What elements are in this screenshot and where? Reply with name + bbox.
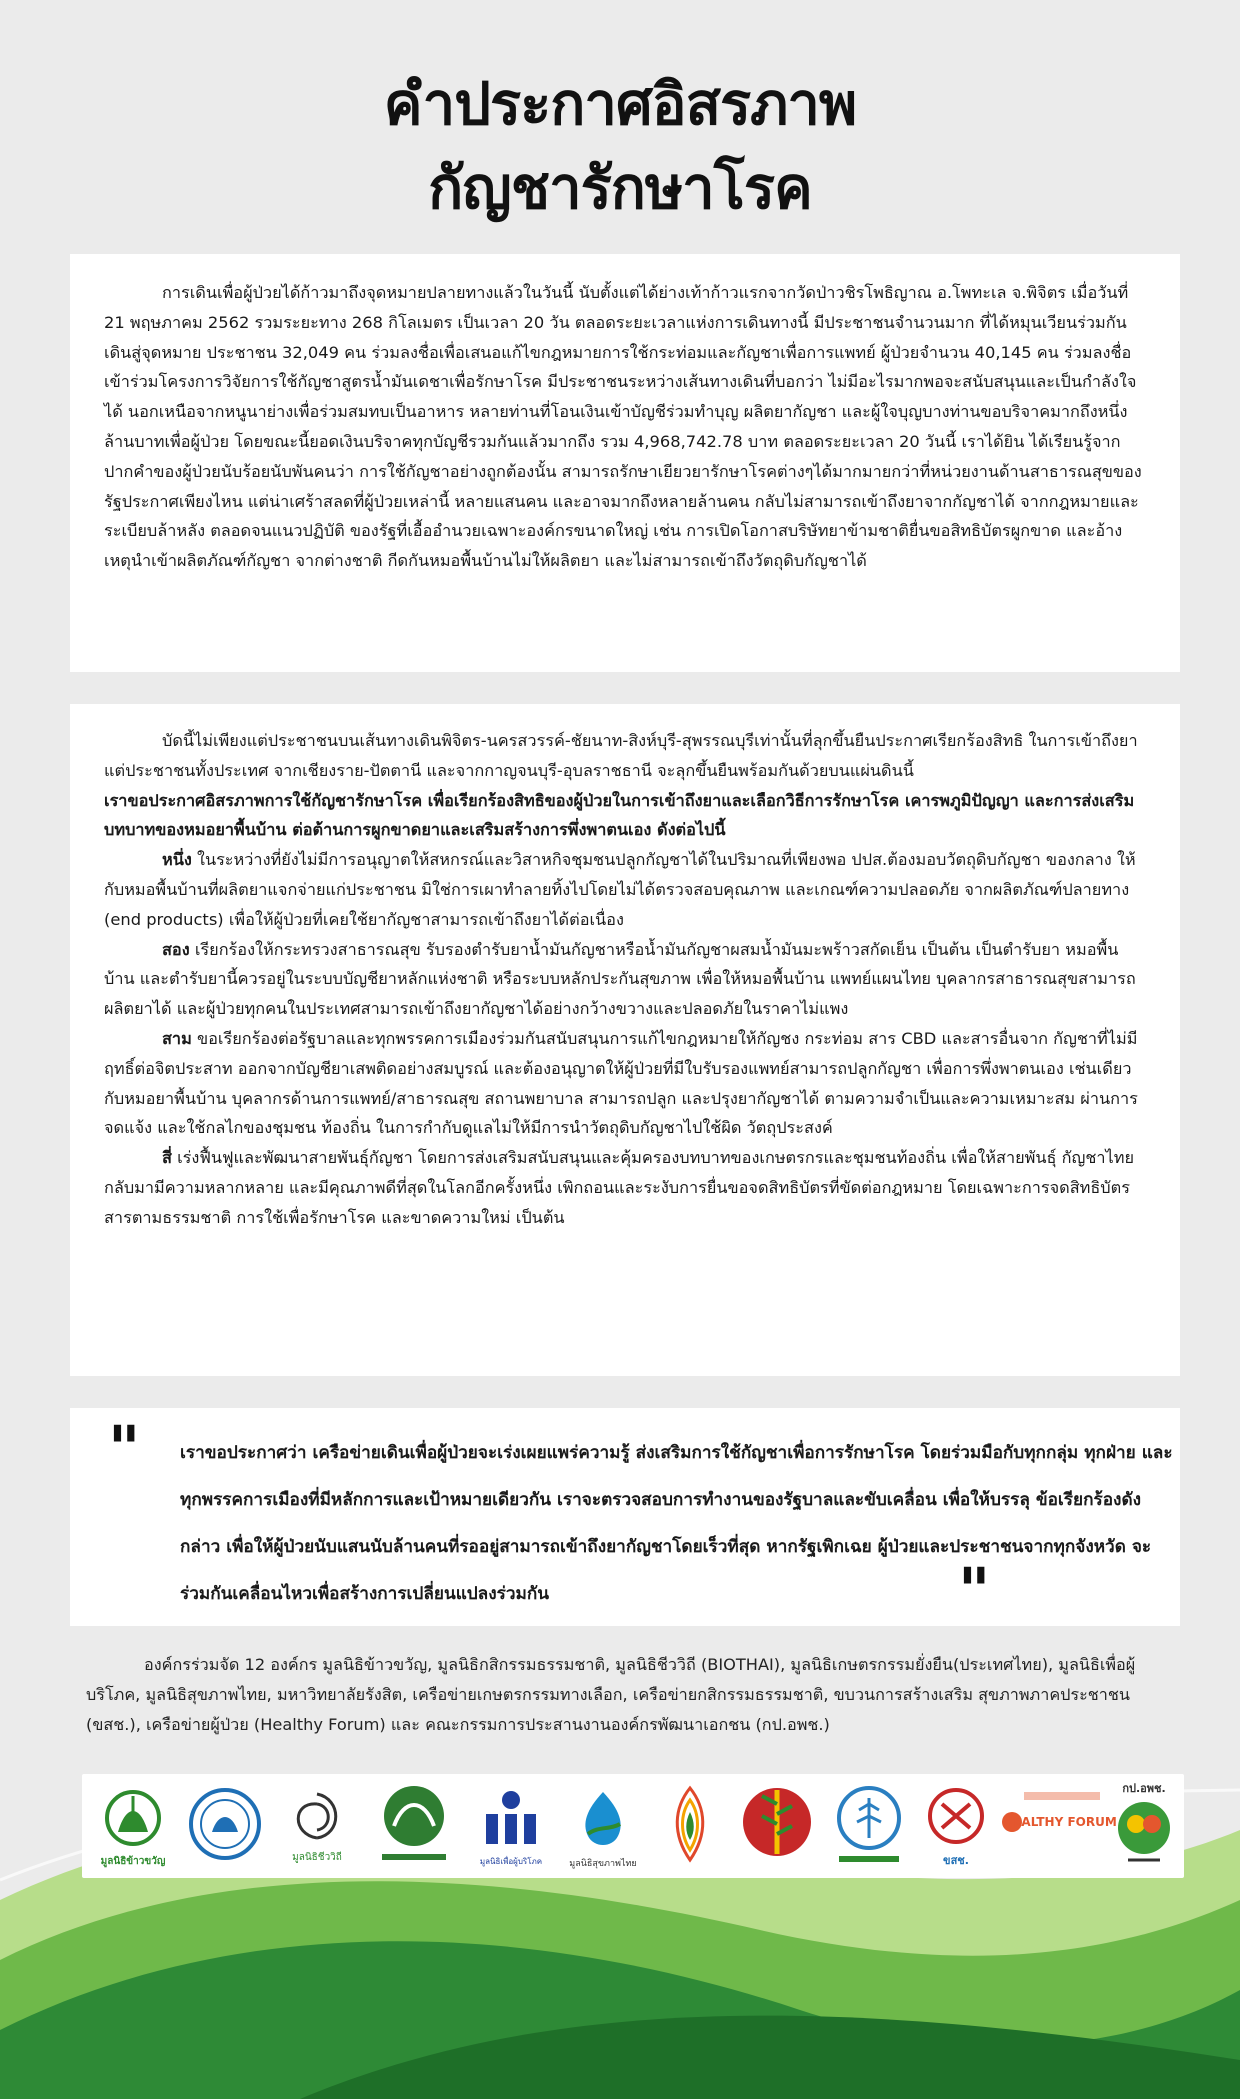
declaration-item: [70, 935, 1180, 1024]
healthy-forum-logo-icon: [998, 1774, 1117, 1878]
declaration-panel: [70, 704, 1180, 1376]
thai-health-logo-icon: [558, 1774, 648, 1878]
open-quote-mark: ": [108, 1412, 141, 1485]
logo-label: กป.อพช.: [1122, 1782, 1166, 1795]
logo-strip: [82, 1774, 1184, 1878]
declaration-item: [70, 1024, 1180, 1143]
logo-label: HEALTHY FORUM: [1003, 1815, 1117, 1829]
logo-label: มูลนิธิข้าวขวัญ: [100, 1856, 166, 1867]
natural-farming-network-logo-icon: [824, 1774, 914, 1878]
organizers-list: องค์กรร่วมจัด 12 องค์กร มูลนิธิข้าวขวัญ, มูลนิธิกสิกรรมธรรมชาติ, มูลนิธิชีววิถี (BIOTHAI), มูลนิธิเกษตรกรรมยั่งยืน(ประเทศไทย), มูลนิธิเพื่อผู้บริโภค, มูลนิธิสุขภาพไทย, มหาวิทยาลัยรังสิต, เครือข่ายเกษตรกรรมทางเลือก, เครือข่ายกสิกรรมธรรมชาติ, ขบวนการสร้างเสริม สุขภาพภาคประชาชน (ขสช.), เครือข่ายผู้ป่วย (Healthy Forum) และ คณะกรรมการประสานงานองค์กรพัฒนาเอกชน (กป.อพช.): [86, 1655, 1136, 1734]
alternative-agriculture-logo-icon: [732, 1774, 822, 1878]
item-text: ขอเรียกร้องต่อรัฐบาลและทุกพรรคการเมืองร่วมกันสนับสนุนการแก้ไขกฎหมายให้กัญชง กระท่อม สาร CBD และสารอื่นจาก กัญชาที่ไม่มีฤทธิ์ต่อจิตประสาท ออกจากบัญชียาเสพติดอย่างสมบูรณ์ และต้องอนุญาตให้ผู้ป่วยที่มีใบรับรองแพทย์สามารถปลูกกัญชา เพื่อการพึ่งพาตนเอง เช่นเดียวกับหมอยาพื้นบ้าน บุคลากรด้านการแพทย์/สาธารณสุข สถานพยาบาล สามารถปลูก และปรุงยากัญชาได้ ตามความจำเป็นและความเหมาะสม ผ่านการจดแจ้ง และใช้กลไกของชุมชน ท้องถิ่น ในการกำกับดูแลไม่ให้มีการนำวัตถุดิบกัญชาไปใช้ผิด วัตถุประสงค์: [104, 1028, 1138, 1138]
item-label: หนึ่ง: [162, 850, 192, 870]
quote-text: เราขอประกาศว่า เครือข่ายเดินเพื่อผู้ป่วยจะเร่งเผยแพร่ความรู้ ส่งเสริมการใช้กัญชาเพื่อการรักษาโรค โดยร่วมมือกับทุกกลุ่ม ทุกฝ่าย และทุกพรรคการเมืองที่มีหลักการและเป้าหมายเดียวกัน เราจะตรวจสอบการทำงานของรัฐบาลและขับเคลื่อน เพื่อให้บรรลุ ข้อเรียกร้องดังกล่าว เพื่อให้ผู้ป่วยนับแสนนับล้านคนที่รออยู่สามารถเข้าถึงยากัญชาโดยเร็วที่สุด หากรัฐเพิกเฉย ผู้ป่วยและประชาชนจากทุกจังหวัด จะร่วมกันเคลื่อนไหวเพื่อสร้างการเปลี่ยนแปลงร่วมกัน: [180, 1443, 1173, 1604]
declaration-intro: [70, 704, 1180, 786]
page-title: [0, 62, 1240, 230]
logo-label: มูลนิธิชีววิถี: [292, 1852, 342, 1863]
declaration-statement-text: เราขอประกาศอิสรภาพการใช้กัญชารักษาโรค เพื่อเรียกร้องสิทธิของผู้ป่วยในการเข้าถึงยาและเลือกวิธีการรักษาโรค เคารพภูมิปัญญา และการส่งเสริมบทบาทของหมอยาพื้นบ้าน ต่อต้านการผูกขาดยาและเสริมสร้างการพึ่งพาตนเอง ดังต่อไปนี้: [104, 790, 1135, 840]
logo-label: มูลนิธิสุขภาพไทย: [569, 1859, 637, 1869]
khsch-logo-icon: [916, 1774, 996, 1878]
declaration-item: [70, 845, 1180, 934]
item-text: เร่งฟื้นฟูและพัฒนาสายพันธุ์กัญชา โดยการส่งเสริมสนับสนุนและคุ้มครองบทบาทของเกษตรกรและชุมชนท้องถิ่น เพื่อให้สายพันธุ์ กัญชาไทยกลับมามีความหลากหลาย และมีคุณภาพดีที่สุดในโลกอีกครั้งหนึ่ง เพิกถอนและระงับการยื่นขอจดสิทธิบัตรที่ขัดต่อกฎหมาย โดยเฉพาะการจดสิทธิบัตรสารตามธรรมชาติ การใช้เพื่อรักษาโรค และขาดความใหม่ เป็นต้น: [104, 1148, 1135, 1227]
close-quote-mark: ": [958, 1554, 991, 1627]
logo-label: มูลนิธิเพื่อผู้บริโภค: [479, 1857, 543, 1866]
organizers-text: [86, 1650, 1166, 1740]
item-text: ในระหว่างที่ยังไม่มีการอนุญาตให้สหกรณ์และวิสาหกิจชุมชนปลูกกัญชาได้ในปริมาณที่เพียงพอ ปปส.ต้องมอบวัตถุดิบกัญชา ของกลาง ให้กับหมอพื้นบ้านที่ผลิตยาแจกจ่ายแก่ประชาชน มิใช่การเผาทำลายทิ้งไปโดยไม่ได้ตรวจสอบคุณภาพ และเกณฑ์ความปลอดภัย จากผลิตภัณฑ์ปลายทาง (end products) เพื่อให้ผู้ป่วยที่เคยใช้ยากัญชาสามารถเข้าถึงยาได้ต่อเนื่อง: [104, 850, 1136, 929]
declaration-intro-text: บัดนี้ไม่เพียงแต่ประชาชนบนเส้นทางเดินพิจิตร-นครสวรรค์-ชัยนาท-สิงห์บุรี-สุพรรณบุรีเท่านั้นที่ลุกขึ้นยืนประกาศเรียกร้องสิทธิ ในการเข้าถึงยา แต่ประชาชนทั้งประเทศ จากเชียงราย-ปัตตานี และจากกาญจนบุรี-อุบลราชธานี จะลุกขึ้นยืนพร้อมกันด้วยบนแผ่นดินนี้: [104, 731, 1138, 780]
biothai-logo-icon: [272, 1774, 362, 1878]
logo-label: ขสช.: [943, 1854, 969, 1867]
item-label: สาม: [162, 1028, 192, 1048]
title-line-2: กัญชารักษาโรค: [428, 154, 812, 222]
natural-agriculture-logo-icon: [180, 1774, 270, 1878]
ngo-cod-logo-icon: [1106, 1774, 1182, 1878]
rangsit-logo-icon: [650, 1774, 730, 1878]
item-text: เรียกร้องให้กระทรวงสาธารณสุข รับรองตำรับยาน้ำมันกัญชาหรือน้ำมันกัญชาผสมน้ำมันมะพร้าวสกัดเย็น เป็นต้น เป็นตำรับยา หมอพื้นบ้าน และตำรับยานี้ควรอยู่ในระบบบัญชียาหลักแห่งชาติ หรือระบบหลักประกันสุขภาพ เพื่อให้หมอพื้นบ้าน แพทย์แผนไทย บุคลากรสาธารณสุขสามารถผลิตยาได้ และผู้ป่วยทุกคนในประเทศสามารถเข้าถึงยากัญชาได้อย่างกว้างขวางและปลอดภัยในราคาไม่แพง: [104, 939, 1136, 1019]
quote-panel: [70, 1408, 1180, 1626]
declaration-statement: [70, 786, 1180, 846]
item-label: สี่: [162, 1148, 172, 1168]
declaration-item: [70, 1143, 1180, 1232]
khao-kwan-logo-icon: [88, 1774, 178, 1878]
ffc-logo-icon: [466, 1774, 556, 1878]
title-line-1: คำประกาศอิสรภาพ: [383, 70, 857, 138]
item-label: สอง: [162, 939, 190, 959]
intro-panel: [70, 254, 1180, 672]
sustainable-agriculture-logo-icon: [364, 1774, 464, 1878]
intro-text: การเดินเพื่อผู้ป่วยได้ก้าวมาถึงจุดหมายปลายทางแล้วในวันนี้ นับตั้งแต่ได้ย่างเท้าก้าวแรกจากวัดป่าวชิรโพธิญาณ อ.โพทะเล จ.พิจิตร เมื่อวันที่ 21 พฤษภาคม 2562 รวมระยะทาง 268 กิโลเมตร เป็นเวลา 20 วัน ตลอดระยะเวลาแห่งการเดินทางนี้ มีประชาชนจำนวนมาก ที่ได้หมุนเวียนร่วมกันเดินสู่จุดหมาย ประชาชน 32,049 คน ร่วมลงชื่อเพื่อเสนอแก้ไขกฎหมายการใช้กระท่อมและกัญชาเพื่อการแพทย์ ผู้ป่วยจำนวน 40,145 คน ร่วมลงชื่อเข้าร่วมโครงการวิจัยการใช้กัญชาสูตรน้ำมันเดชาเพื่อรักษาโรค มีประชาชนระหว่างเส้นทางเดินที่บอกว่า ไม่มีอะไรมากพอจะสนับสนุนและเป็นกำลังใจได้ นอกเหนือจากหนูนาย่างเพื่อร่วมสมทบเป็นอาหาร หลายท่านที่โอนเงินเข้าบัญชีร่วมทำบุญ ผลิตยากัญชา และผู้ใจบุญบางท่านขอบริจาคมากถึงหนึ่งล้านบาทเพื่อผู้ป่วย โดยขณะนี้ยอดเงินบริจาคทุกบัญชีรวมกันแล้วมากถึง รวม 4,968,742.78 บาท ตลอดระยะเวลา 20 วันนี้ เราได้ยิน ได้เรียนรู้จากปากคำของผู้ป่วยนับร้อยนับพันคนว่า การใช้กัญชาอย่างถูกต้องนั้น สามารถรักษาเยียวยารักษาโรคต่างๆได้มากมายกว่าที่หน่วยงานด้านสาธารณสุขของรัฐประกาศเพียงไหน แต่น่าเศร้าสลดที่ผู้ป่วยเหล่านี้ หลายแสนคน และอาจมากถึงหลายล้านคน กลับไม่สามารถเข้าถึงยาจากกัญชาได้ จากกฎหมายและระเบียบล้าหลัง ตลอดจนแนวปฏิบัติ ของรัฐที่เอื้ออำนวยเฉพาะองค์กรขนาดใหญ่ เช่น การเปิดโอกาสบริษัทยาข้ามชาติยื่นขอสิทธิบัตรผูกขาด และอ้างเหตุนำเข้าผลิตภัณฑ์กัญชา จากต่างชาติ กีดกันหมอพื้นบ้านไม่ให้ผลิตยา และไม่สามารถเข้าถึงวัตถุดิบกัญชาได้: [104, 283, 1142, 571]
intro-paragraph: [70, 254, 1180, 576]
